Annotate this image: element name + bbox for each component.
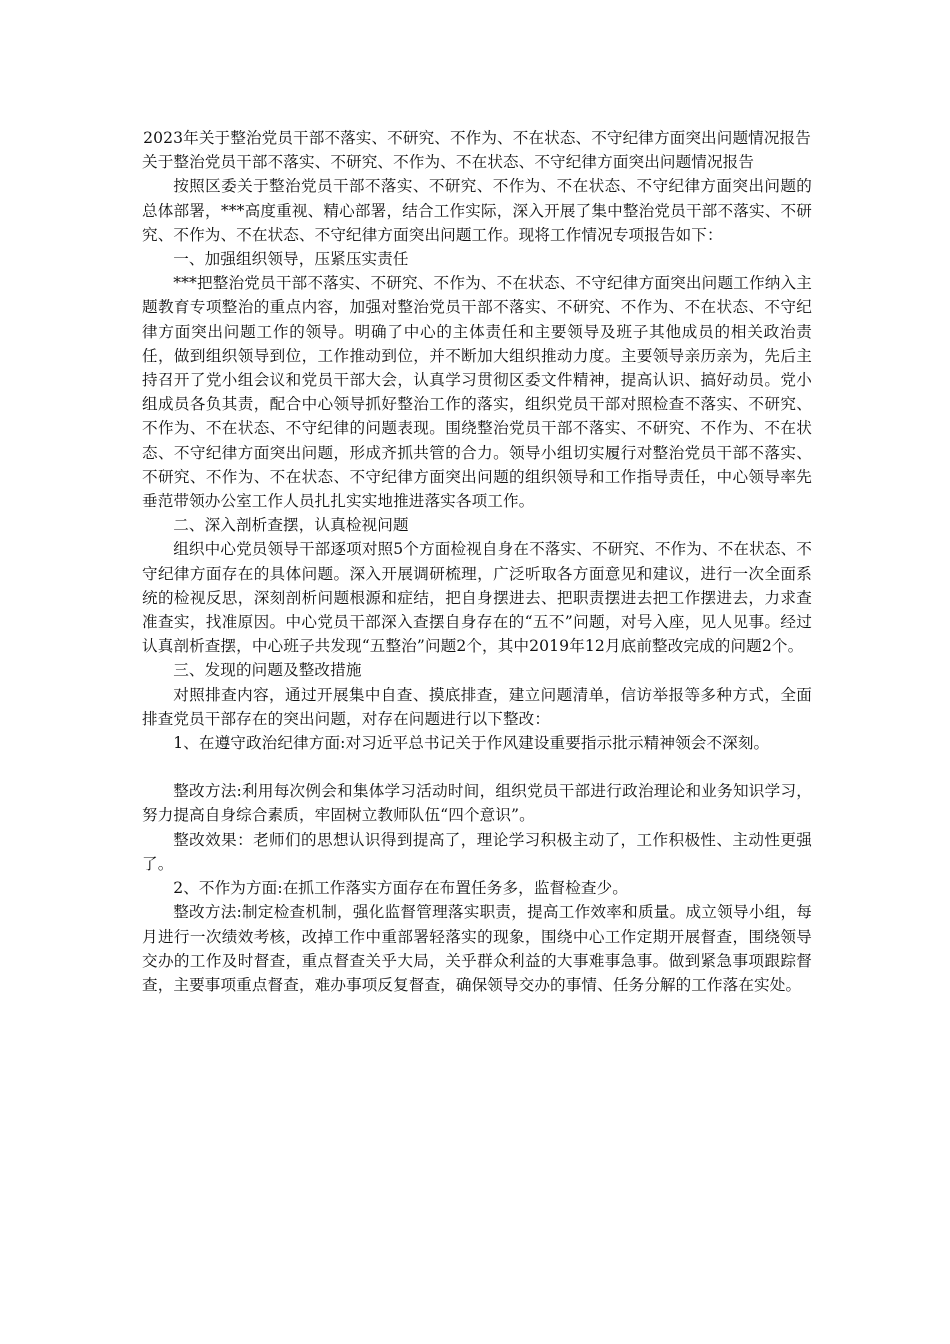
issue-1: 1、在遵守政治纪律方面:对习近平总书记关于作风建设重要指示批示精神领会不深刻。 — [173, 734, 770, 753]
intro-paragraph: 按照区委关于整治党员干部不落实、不研究、不作为、不在状态、不守纪律方面突出问题的总体部署，***高度重视、精心部署，结合工作实际，深入开展了集中整治党员干部不落实、不研究、不作为、不在状态、不守纪律方面突出问题工作。现将工作情况专项报告如下： — [142, 177, 812, 244]
issue-1-method: 整改方法:利用每次例会和集体学习活动时间，组织党员干部进行政治理论和业务知识学习，努力提高自身综合素质，牢固树立教师队伍“四个意识”。 — [142, 782, 812, 825]
section-heading-3: 三、发现的问题及整改措施 — [173, 661, 362, 680]
blank-line — [142, 755, 812, 779]
document-body — [142, 126, 812, 997]
section-3-intro: 对照排查内容，通过开展集中自查、摸底排查，建立问题清单，信访举报等多种方式，全面排查党员干部存在的突出问题，对存在问题进行以下整改： — [142, 685, 812, 728]
section-heading-1: 一、加强组织领导，压紧压实责任 — [173, 250, 409, 269]
section-heading-2: 二、深入剖析查摆，认真检视问题 — [173, 516, 409, 535]
document-subtitle: 关于整治党员干部不落实、不研究、不作为、不在状态、不守纪律方面突出问题情况报告 — [142, 153, 755, 172]
section-2-paragraph: 组织中心党员领导干部逐项对照5个方面检视自身在不落实、不研究、不作为、不在状态、不守纪律方面存在的具体问题。深入开展调研梳理，广泛听取各方面意见和建议，进行一次全面系统的检视反思，深刻剖析问题根源和症结，把自身摆进去、把职责摆进去把工作摆进去，力求查准查实，找准原因。中心党员干部深入查摆自身存在的“五不”问题，对号入座，见人见事。经过认真剖析查摆，中心班子共发现“五整治”问题2个，其中2019年12月底前整改完成的问题2个。 — [142, 540, 812, 656]
issue-1-effect: 整改效果：老师们的思想认识得到提高了，理论学习积极主动了，工作积极性、主动性更强了。 — [142, 830, 812, 873]
document-title: 2023年关于整治党员干部不落实、不研究、不作为、不在状态、不守纪律方面突出问题情况报告 — [143, 129, 811, 147]
issue-2-method: 整改方法:制定检查机制，强化监督管理落实职责，提高工作效率和质量。成立领导小组，每月进行一次绩效考核，改掉工作中重部署轻落实的现象，围绕中心工作定期开展督查，围绕领导交办的工作及时督查，重点督查关乎大局，关乎群众利益的大事难事急事。做到紧急事项跟踪督查，主要事项重点督查，难办事项反复督查，确保领导交办的事情、任务分解的工作落在实处。 — [142, 903, 812, 994]
issue-2: 2、不作为方面:在抓工作落实方面存在布置任务多，监督检查少。 — [173, 879, 628, 898]
section-1-paragraph: ***把整治党员干部不落实、不研究、不作为、不在状态、不守纪律方面突出问题工作纳入主题教育专项整治的重点内容，加强对整治党员干部不落实、不研究、不作为、不在状态、不守纪律方面突出问题工作的领导。明确了中心的主体责任和主要领导及班子其他成员的相关政治责任，做到组织领导到位，工作推动到位，并不断加大组织推动力度。主要领导亲历亲为，先后主持召开了党小组会议和党员干部大会，认真学习贯彻区委文件精神，提高认识、搞好动员。党小组成员各负其责，配合中心领导抓好整治工作的落实，组织党员干部对照检查不落实、不研究、不作为、不在状态、不守纪律的问题表现。围绕整治党员干部不落实、不研究、不作为、不在状态、不守纪律方面突出问题，形成齐抓共管的合力。领导小组切实履行对整治党员干部不落实、不研究、不作为、不在状态、不守纪律方面突出问题的组织领导和工作指导责任，中心领导率先垂范带领办公室工作人员扎扎实实地推进落实各项工作。 — [142, 274, 812, 511]
